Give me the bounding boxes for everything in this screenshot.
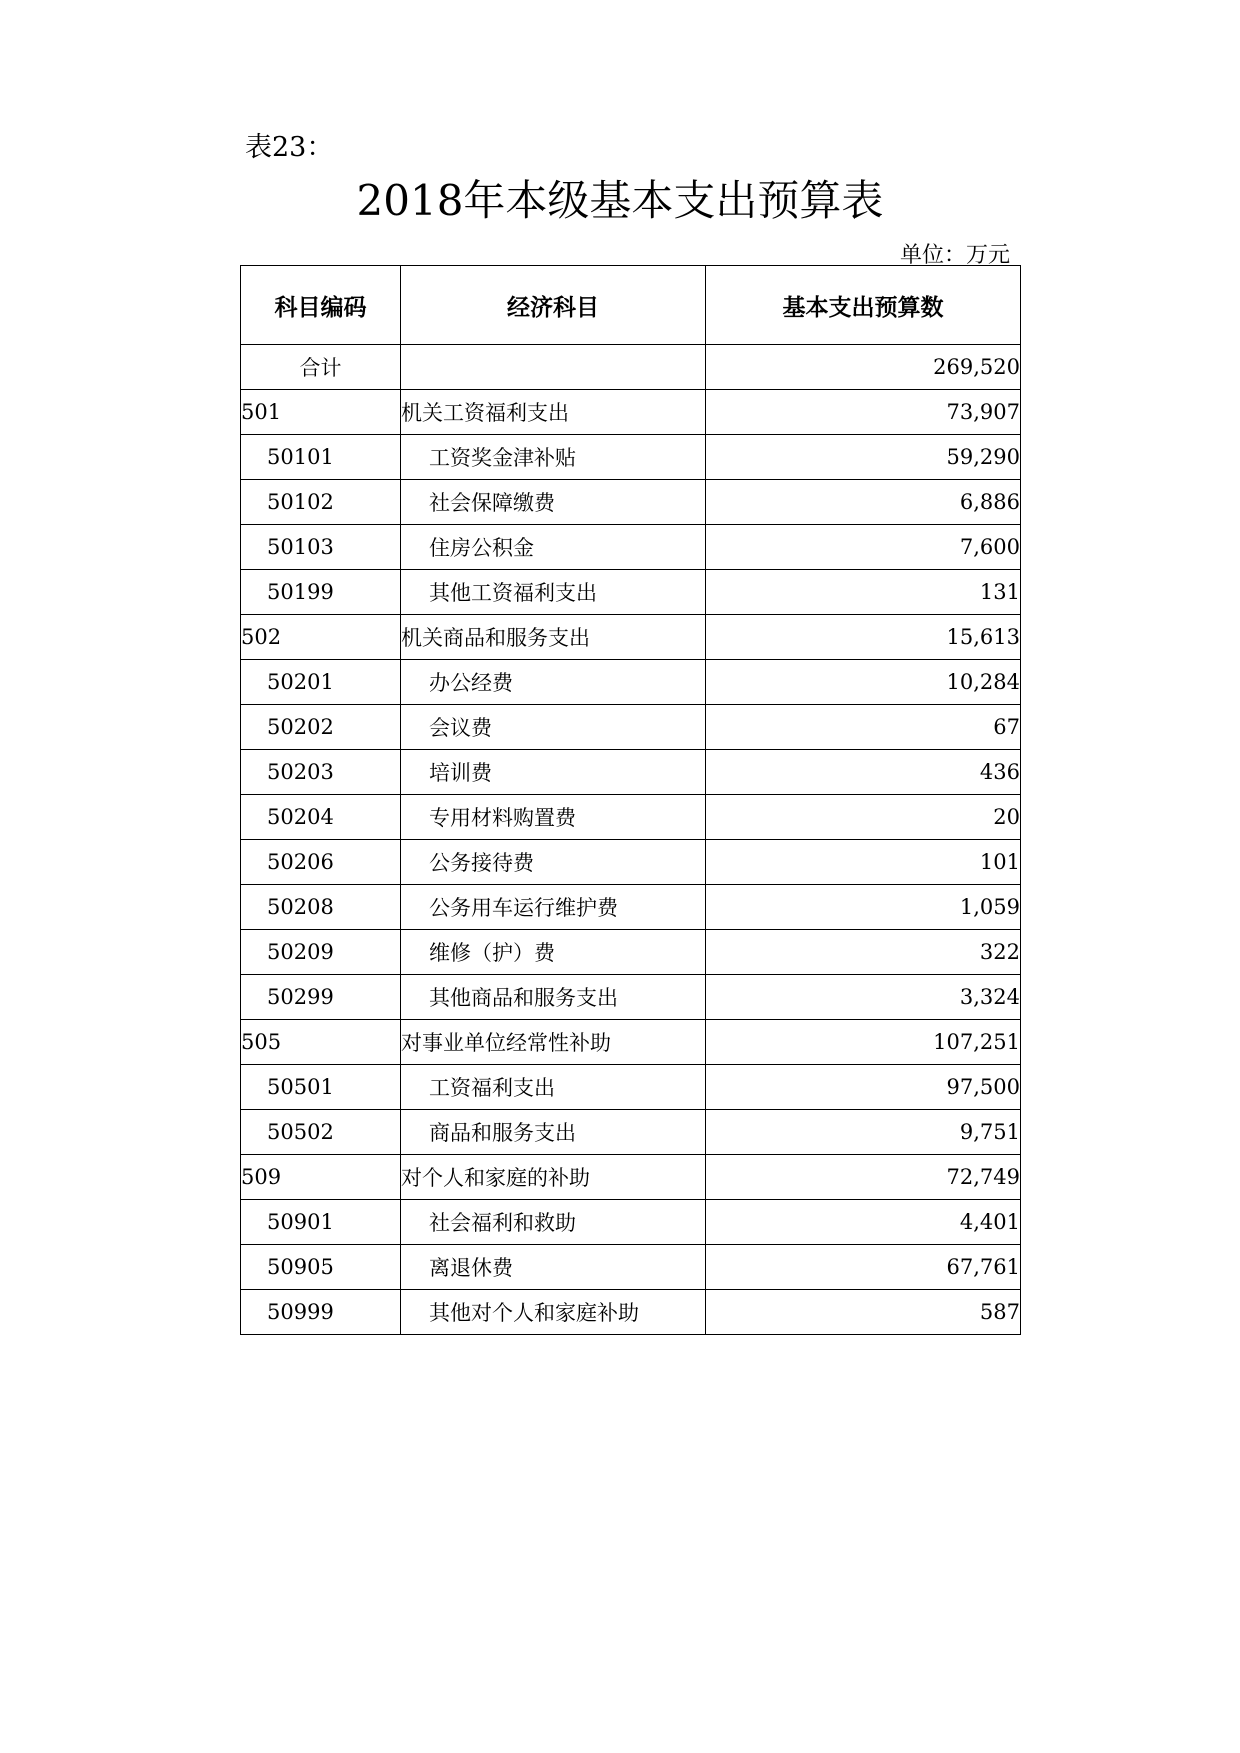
- row-amount: 59,290: [706, 435, 1021, 480]
- row-amount: 3,324: [706, 975, 1021, 1020]
- row-name: 会议费: [401, 705, 706, 750]
- row-code: 50102: [241, 480, 401, 525]
- row-name: 离退休费: [401, 1245, 706, 1290]
- unit-label: 单位：万元: [900, 243, 1011, 268]
- column-header-name: 经济科目: [401, 266, 706, 345]
- table-label: 表23：: [245, 132, 334, 163]
- row-amount: 4,401: [706, 1200, 1021, 1245]
- row-amount: 10,284: [706, 660, 1021, 705]
- table-row: [241, 1065, 1021, 1110]
- row-code: 50905: [241, 1245, 401, 1290]
- row-code: 50204: [241, 795, 401, 840]
- table-row: [241, 840, 1021, 885]
- row-name: 维修（护）费: [401, 930, 706, 975]
- row-code: 50209: [241, 930, 401, 975]
- total-amount: 269,520: [706, 345, 1021, 390]
- page-title: 2018年本级基本支出预算表: [356, 176, 884, 225]
- row-code: 505: [241, 1020, 401, 1065]
- budget-table: [240, 265, 1021, 1335]
- row-amount: 72,749: [706, 1155, 1021, 1200]
- row-code: 50103: [241, 525, 401, 570]
- table-row: [241, 570, 1021, 615]
- row-amount: 107,251: [706, 1020, 1021, 1065]
- row-amount: 7,600: [706, 525, 1021, 570]
- row-name: 公务用车运行维护费: [401, 885, 706, 930]
- row-name: 住房公积金: [401, 525, 706, 570]
- table-row: [241, 390, 1021, 435]
- row-name: 工资福利支出: [401, 1065, 706, 1110]
- row-amount: 15,613: [706, 615, 1021, 660]
- row-code: 50299: [241, 975, 401, 1020]
- table-row: [241, 1020, 1021, 1065]
- row-code: 50206: [241, 840, 401, 885]
- row-amount: 73,907: [706, 390, 1021, 435]
- row-amount: 587: [706, 1290, 1021, 1335]
- row-amount: 131: [706, 570, 1021, 615]
- row-amount: 6,886: [706, 480, 1021, 525]
- row-code: 50199: [241, 570, 401, 615]
- table-header-row: [241, 266, 1021, 345]
- row-name: 社会福利和救助: [401, 1200, 706, 1245]
- row-code: 50901: [241, 1200, 401, 1245]
- row-name: 对个人和家庭的补助: [401, 1155, 706, 1200]
- table-row: [241, 930, 1021, 975]
- row-amount: 9,751: [706, 1110, 1021, 1155]
- column-header-amount: 基本支出预算数: [706, 266, 1021, 345]
- row-name: 机关工资福利支出: [401, 390, 706, 435]
- row-amount: 67,761: [706, 1245, 1021, 1290]
- table-row: [241, 750, 1021, 795]
- row-name: 工资奖金津补贴: [401, 435, 706, 480]
- row-amount: 20: [706, 795, 1021, 840]
- row-name: 其他对个人和家庭补助: [401, 1290, 706, 1335]
- row-code: 50501: [241, 1065, 401, 1110]
- row-name: 社会保障缴费: [401, 480, 706, 525]
- row-name: 商品和服务支出: [401, 1110, 706, 1155]
- row-name: 培训费: [401, 750, 706, 795]
- row-name: 机关商品和服务支出: [401, 615, 706, 660]
- row-name: 公务接待费: [401, 840, 706, 885]
- table-row: [241, 615, 1021, 660]
- column-header-code: 科目编码: [241, 266, 401, 345]
- row-name: 办公经费: [401, 660, 706, 705]
- row-amount: 322: [706, 930, 1021, 975]
- row-name: 其他工资福利支出: [401, 570, 706, 615]
- row-amount: 436: [706, 750, 1021, 795]
- total-name: [401, 345, 706, 390]
- table-row: [241, 525, 1021, 570]
- table-row: [241, 1155, 1021, 1200]
- row-code: 502: [241, 615, 401, 660]
- table-row: [241, 795, 1021, 840]
- row-name: 对事业单位经常性补助: [401, 1020, 706, 1065]
- table-row: [241, 1110, 1021, 1155]
- row-amount: 101: [706, 840, 1021, 885]
- row-code: 50101: [241, 435, 401, 480]
- table-row: [241, 1200, 1021, 1245]
- table-row: [241, 975, 1021, 1020]
- table-row: [241, 660, 1021, 705]
- row-code: 50201: [241, 660, 401, 705]
- table-row: [241, 435, 1021, 480]
- total-label: 合计: [241, 345, 401, 390]
- table-row: [241, 1290, 1021, 1335]
- row-code: 50502: [241, 1110, 401, 1155]
- row-code: 50208: [241, 885, 401, 930]
- row-amount: 67: [706, 705, 1021, 750]
- row-code: 509: [241, 1155, 401, 1200]
- table-row: [241, 1245, 1021, 1290]
- row-amount: 1,059: [706, 885, 1021, 930]
- table-row: [241, 705, 1021, 750]
- table-row: [241, 480, 1021, 525]
- row-amount: 97,500: [706, 1065, 1021, 1110]
- row-name: 专用材料购置费: [401, 795, 706, 840]
- row-code: 501: [241, 390, 401, 435]
- total-row: [241, 345, 1021, 390]
- table-row: [241, 885, 1021, 930]
- row-code: 50202: [241, 705, 401, 750]
- row-name: 其他商品和服务支出: [401, 975, 706, 1020]
- row-code: 50203: [241, 750, 401, 795]
- row-code: 50999: [241, 1290, 401, 1335]
